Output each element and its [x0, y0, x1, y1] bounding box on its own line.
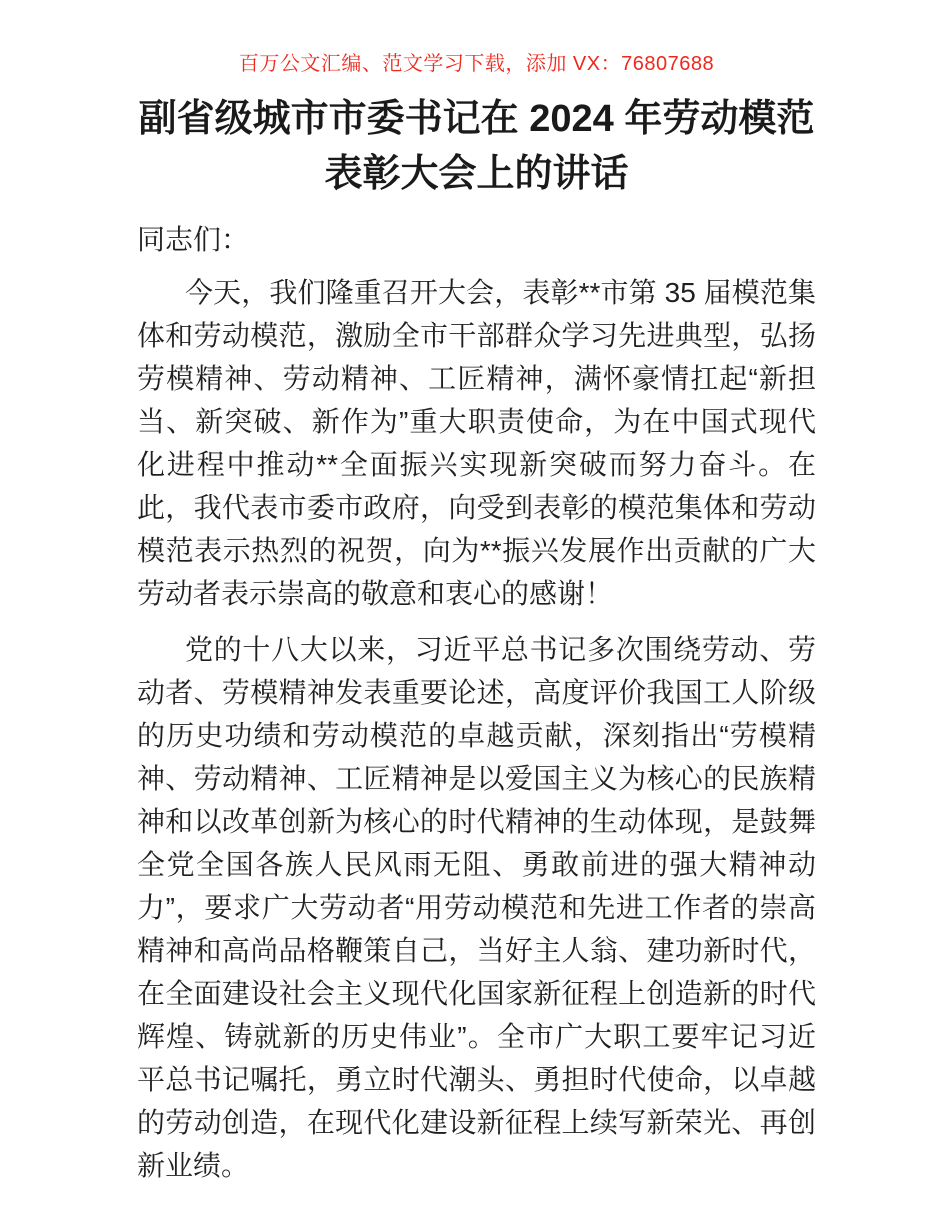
page-title: 副省级城市市委书记在 2024 年劳动模范表彰大会上的讲话: [138, 98, 815, 195]
body-paragraph-1: 今天，我们隆重召开大会，表彰**市第 35 届模范集体和劳动模范，激励全市干部群众学习先进典型，弘扬劳模精神、劳动精神、工匠精神，满怀豪情扛起“新担当、新突破、新作为”重大职责使命，为在中国式现代化进程中推动**全面振兴实现新突破而努力奋斗。在此，我代表市委市政府，向受到表彰的模范集体和劳动模范表示热烈的祝贺，向为**振兴发展作出贡献的广大劳动者表示崇高的敬意和衷心的感谢！: [137, 277, 816, 609]
header-notice: 百万公文汇编、范文学习下载，添加 VX：76807688: [238, 53, 715, 75]
salutation: 同志们：: [137, 224, 250, 255]
body-paragraph-2: 党的十八大以来，习近平总书记多次围绕劳动、劳动者、劳模精神发表重要论述，高度评价我国工人阶级的历史功绩和劳动模范的卓越贡献，深刻指出“劳模精神、劳动精神、工匠精神是以爱国主义为核心的民族精神和以改革创新为核心的时代精神的生动体现，是鼓舞全党全国各族人民风雨无阻、勇敢前进的强大精神动力”，要求广大劳动者“用劳动模范和先进工作者的崇高精神和高尚品格鞭策自己，当好主人翁、建功新时代，在全面建设社会主义现代化国家新征程上创造新的时代辉煌、铸就新的历史伟业”。全市广大职工要牢记习近平总书记嘱托，勇立时代潮头、勇担时代使命，以卓越的劳动创造，在现代化建设新征程上续写新荣光、再创新业绩。: [137, 634, 816, 1181]
